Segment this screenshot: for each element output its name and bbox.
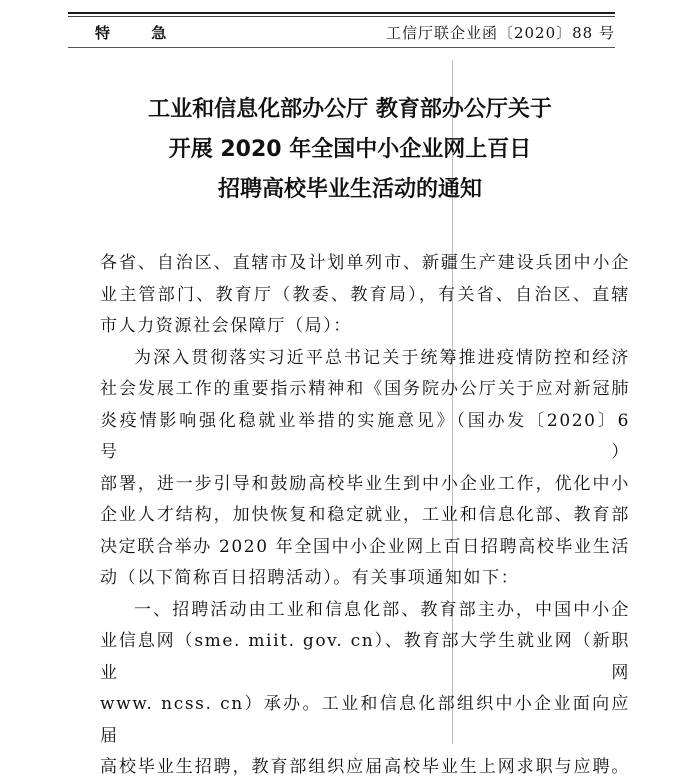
title-line-1: 工业和信息化部办公厅 教育部办公厅关于 — [148, 97, 552, 122]
document-title — [60, 90, 640, 210]
title-line-2: 开展 2020 年全国中小企业网上百日 — [168, 137, 532, 162]
header-top-rule-thin — [68, 16, 615, 17]
header-bottom-rule — [68, 47, 615, 48]
document-header — [95, 22, 615, 44]
document-number: 工信厅联企业函〔2020〕88 号 — [385, 24, 615, 42]
paragraph-line: 动（以下简称百日招聘活动）。有关事项通知如下： — [100, 568, 520, 588]
paragraph-line: 决定联合举办 2020 年全国中小企业网上百日招聘高校毕业生活 — [100, 536, 630, 557]
paragraph-line: 炎疫情影响强化稳就业举措的实施意见》（国办发〔2020〕6 号） — [100, 410, 630, 462]
paragraph-line: 为深入贯彻落实习近平总书记关于统筹推进疫情防控和经济 — [134, 347, 630, 368]
urgency-label: 特 急 — [95, 24, 185, 42]
paragraph-line: 业信息网（sme. miit. gov. cn）、教育部大学生就业网（新职业网 — [100, 631, 630, 683]
addressee-line: 业主管部门、教育厅（教委、教育局），有关省、自治区、直辖 — [100, 284, 630, 305]
document-body — [100, 248, 630, 784]
paragraph-line: www. ncss. cn）承办。工业和信息化部组织中小企业面向应届 — [100, 694, 630, 746]
addressee-line: 市人力资源社会保障厅（局）： — [100, 316, 352, 336]
paragraph-line: 部署，进一步引导和鼓励高校毕业生到中小企业工作，优化中小 — [100, 473, 630, 494]
paragraph-line: 一、招聘活动由工业和信息化部、教育部主办，中国中小企 — [134, 599, 630, 620]
title-line-3: 招聘高校毕业生活动的通知 — [217, 177, 482, 202]
paragraph-line: 高校毕业生招聘，教育部组织应届高校毕业生上网求职与应聘。 — [100, 757, 630, 777]
paragraph-line: 社会发展工作的重要指示精神和《国务院办公厅关于应对新冠肺 — [100, 379, 630, 399]
addressee-line: 各省、自治区、直辖市及计划单列市、新疆生产建设兵团中小企 — [100, 253, 630, 273]
paragraph-line: 企业人才结构，加快恢复和稳定就业，工业和信息化部、教育部 — [100, 505, 630, 525]
header-top-rule — [68, 12, 615, 14]
